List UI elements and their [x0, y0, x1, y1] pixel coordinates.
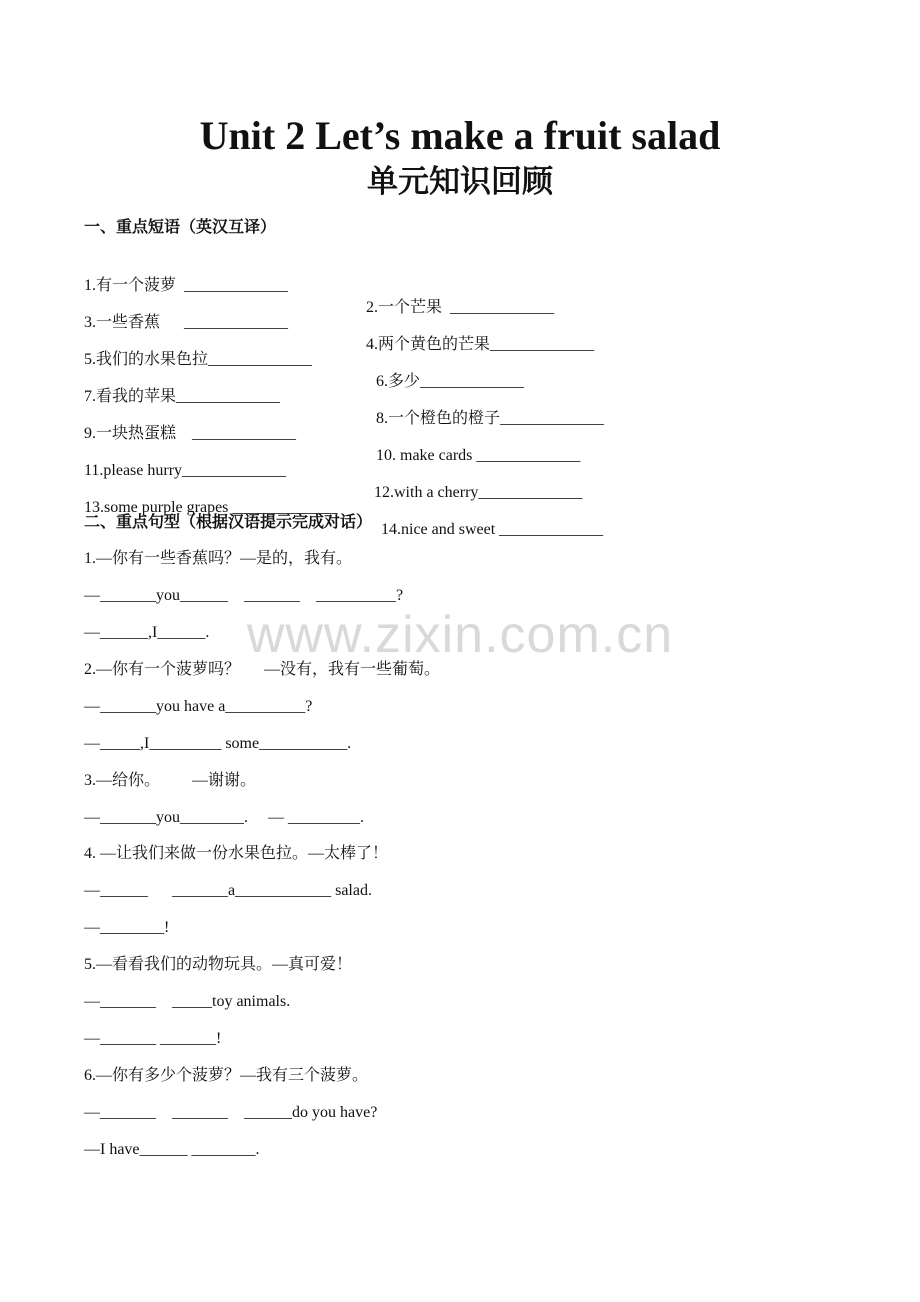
title-chinese: 单元知识回顾 — [367, 164, 553, 200]
phrase-item: 8.一个橙色的橙子_____________ — [376, 410, 605, 427]
phrase-item: 4.两个黄色的芒果_____________ — [366, 336, 595, 353]
watermark: www.zixin.com.cn — [246, 606, 674, 664]
sentence-line: 5.—看看我们的动物玩具。—真可爱！ — [84, 956, 353, 973]
sentence-line: —______ _______a____________ salad. — [84, 882, 372, 899]
sentence-line: —I have______ ________. — [84, 1141, 260, 1158]
phrase-item: 9.一块热蛋糕 _____________ — [84, 425, 297, 442]
sentence-line: —_______you________. — _________. — [84, 809, 364, 826]
sentence-line: —_____,I_________ some___________. — [84, 735, 352, 752]
phrase-item: 5.我们的水果色拉_____________ — [84, 351, 313, 368]
phrase-item: 7.看我的苹果_____________ — [84, 388, 281, 405]
sentence-line: —_______you have a__________? — [84, 698, 313, 715]
sentence-line: —______,I______. — [84, 624, 210, 641]
title-english: Unit 2 Let’s make a fruit salad — [199, 113, 721, 158]
phrase-item: 2.一个芒果 _____________ — [366, 299, 555, 316]
phrase-item: 3.一些香蕉 _____________ — [84, 314, 289, 331]
phrase-item: 1.有一个菠萝 _____________ — [84, 277, 289, 294]
phrase-item: 10. make cards _____________ — [376, 447, 581, 464]
sentence-line: —_______ _____toy animals. — [84, 993, 291, 1010]
sentence-line: 1.—你有一些香蕉吗？—是的，我有。 — [84, 550, 353, 567]
phrase-item: 6.多少_____________ — [376, 373, 525, 390]
sentence-line: 2.—你有一个菠萝吗？ —没有，我有一些葡萄。 — [84, 661, 441, 678]
sentence-line: 6.—你有多少个菠萝？—我有三个菠萝。 — [84, 1067, 369, 1084]
sentence-line: —_______ _______ ______do you have? — [84, 1104, 378, 1121]
sentence-line: 3.—给你。 —谢谢。 — [84, 772, 257, 789]
section-2-heading: 二、重点句型（根据汉语提示完成对话） — [84, 512, 373, 531]
phrase-item: 14.nice and sweet _____________ — [381, 521, 604, 538]
sentence-line: —_______ _______! — [84, 1030, 222, 1047]
phrase-item: 13.some purple grapes _____________ — [84, 499, 337, 516]
section-1-heading: 一、重点短语（英汉互译） — [84, 217, 277, 236]
sentence-line: —________! — [84, 919, 170, 936]
phrase-item: 12.with a cherry_____________ — [374, 484, 583, 501]
sentence-line: 4. —让我们来做一份水果色拉。—太棒了！ — [84, 845, 389, 862]
sentence-line: —_______you______ _______ __________? — [84, 587, 404, 604]
phrase-item: 11.please hurry_____________ — [84, 462, 287, 479]
